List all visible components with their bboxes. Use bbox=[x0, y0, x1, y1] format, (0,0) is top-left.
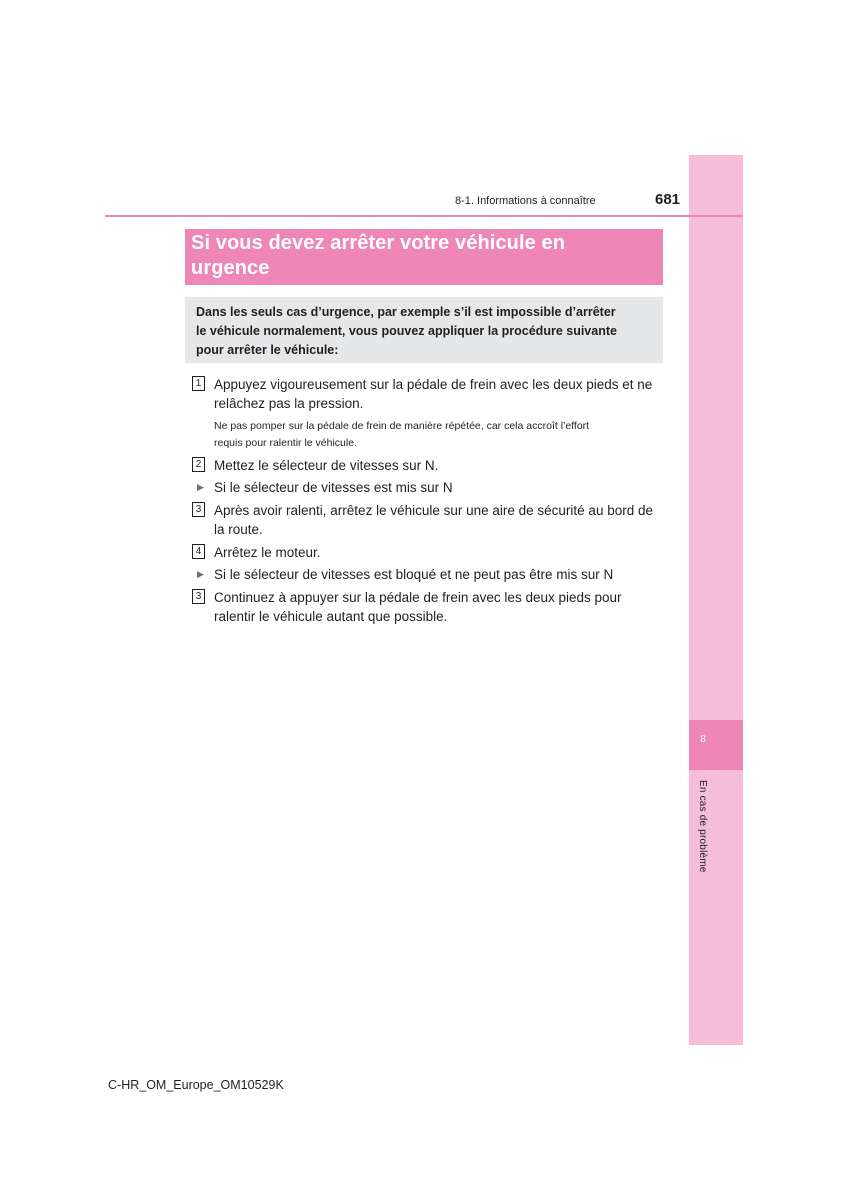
page-number: 681 bbox=[655, 191, 681, 208]
step-4-text: Arrêtez le moteur. bbox=[214, 545, 321, 560]
page-title-line-2: urgence bbox=[191, 257, 270, 279]
step-5-line-1: Continuez à appuyer sur la pédale de frein avec les deux pieds pour bbox=[214, 590, 622, 605]
condition-2-text: Si le sélecteur de vitesses est bloqué et ne peut pas être mis sur N bbox=[214, 567, 614, 582]
page-title bbox=[191, 231, 657, 281]
step-number-box: 2 bbox=[192, 457, 205, 472]
step-1-note bbox=[192, 418, 659, 452]
step-3-line-2: la route. bbox=[214, 522, 263, 537]
step-1 bbox=[192, 375, 659, 413]
step-number-box: 3 bbox=[192, 589, 205, 604]
page-title-line-1: Si vous devez arrêter votre véhicule en bbox=[191, 232, 566, 254]
intro-line-3: pour arrêter le véhicule: bbox=[196, 343, 339, 357]
step-5 bbox=[192, 588, 659, 626]
header-divider bbox=[105, 215, 743, 217]
step-3 bbox=[192, 501, 659, 539]
step-number-box: 4 bbox=[192, 544, 205, 559]
step-number-box: 1 bbox=[192, 376, 205, 391]
chapter-label: En cas de problème bbox=[697, 780, 708, 873]
step-5-line-2: ralentir le véhicule autant que possible. bbox=[214, 609, 448, 624]
condition-1 bbox=[192, 478, 659, 497]
step-2 bbox=[192, 456, 659, 475]
intro-line-1: Dans les seuls cas d’urgence, par exemple s’il est impossible d’arrêter bbox=[196, 305, 616, 319]
document-code: C-HR_OM_Europe_OM10529K bbox=[108, 1078, 284, 1092]
intro-text bbox=[196, 303, 653, 360]
step-1-line-1: Appuyez vigoureusement sur la pédale de frein avec les deux pieds et ne bbox=[214, 377, 653, 392]
title-banner bbox=[185, 229, 663, 285]
condition-1-text: Si le sélecteur de vitesses est mis sur N bbox=[214, 480, 453, 495]
condition-2 bbox=[192, 565, 659, 584]
chapter-side-tab-marker bbox=[689, 720, 743, 770]
note-line-1: Ne pas pomper sur la pédale de frein de manière répétée, car cela accroît l’effort bbox=[214, 420, 590, 432]
procedure-steps bbox=[192, 375, 659, 626]
chapter-side-tab bbox=[689, 155, 743, 1045]
step-2-text: Mettez le sélecteur de vitesses sur N. bbox=[214, 458, 439, 473]
chapter-number: 8 bbox=[700, 734, 706, 745]
triangle-bullet-icon: ▶ bbox=[197, 569, 204, 579]
intro-line-2: le véhicule normalement, vous pouvez appliquer la procédure suivante bbox=[196, 324, 617, 338]
section-heading: 8-1. Informations à connaître bbox=[455, 195, 596, 207]
step-3-line-1: Après avoir ralenti, arrêtez le véhicule sur une aire de sécurité au bord de bbox=[214, 503, 653, 518]
intro-box bbox=[185, 297, 663, 363]
step-1-line-2: relâchez pas la pression. bbox=[214, 396, 364, 411]
step-4 bbox=[192, 543, 659, 562]
step-number-box: 3 bbox=[192, 502, 205, 517]
triangle-bullet-icon: ▶ bbox=[197, 482, 204, 492]
note-line-2: requis pour ralentir le véhicule. bbox=[214, 437, 357, 449]
